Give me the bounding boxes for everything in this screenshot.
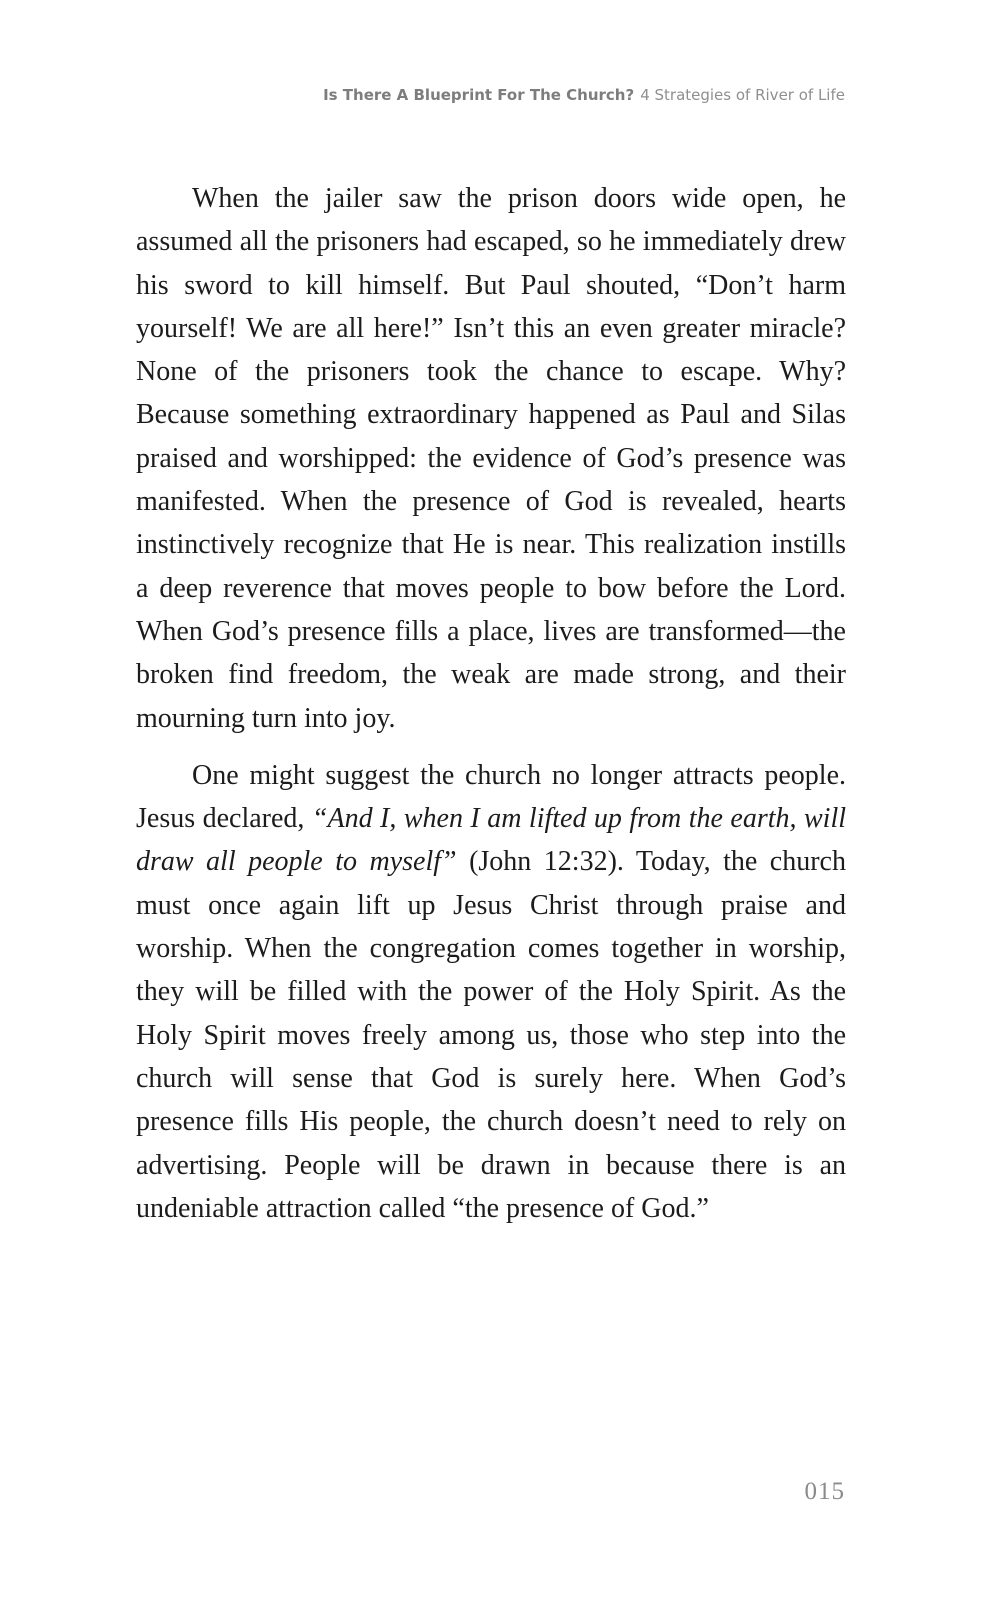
book-subtitle: 4 Strategies of River of Life	[640, 86, 845, 104]
running-header	[323, 86, 845, 104]
paragraph-2-body: (John 12:32). Today, the church must once again lift up Jesus Christ through praise and worship. When the congregation comes together in worship, they will be filled with the power of the Holy Spirit. As the Holy Spirit moves freely among us, those who step into the church will sense that God is surely here. When God’s presence fills His people, the church doesn’t need to rely on advertising. People will be drawn in because there is an undeniable attraction called “the presence of God.”	[136, 846, 846, 1224]
book-title: Is There A Blueprint For The Church?	[323, 86, 635, 104]
paragraph-1: When the jailer saw the prison doors wide open, he assumed all the prisoners had escaped, so he immediately drew his sword to kill himself. But Paul shouted, “Don’t harm yourself! We are all here!” Isn’t this an even greater miracle? None of the prisoners took the chance to escape. Why? Because something extraordinary happened as Paul and Silas praised and worshipped: the evidence of God’s presence was manifested. When the presence of God is revealed, hearts instinctively recognize that He is near. This realization instills a deep reverence that moves people to bow before the Lord. When God’s presence fills a place, lives are transformed—the broken find freedom, the weak are made strong, and their mourning turn into joy.	[136, 183, 846, 734]
paragraph-2-intro: One might suggest the church no longer attracts people. Jesus declared,	[136, 759, 846, 835]
scripture-quote: “And I, when I am lifted up from the earth, will draw all people to myself”	[136, 803, 847, 878]
page-body	[136, 177, 846, 1230]
page-number: 015	[804, 1478, 845, 1505]
paragraph-2	[136, 754, 846, 1230]
